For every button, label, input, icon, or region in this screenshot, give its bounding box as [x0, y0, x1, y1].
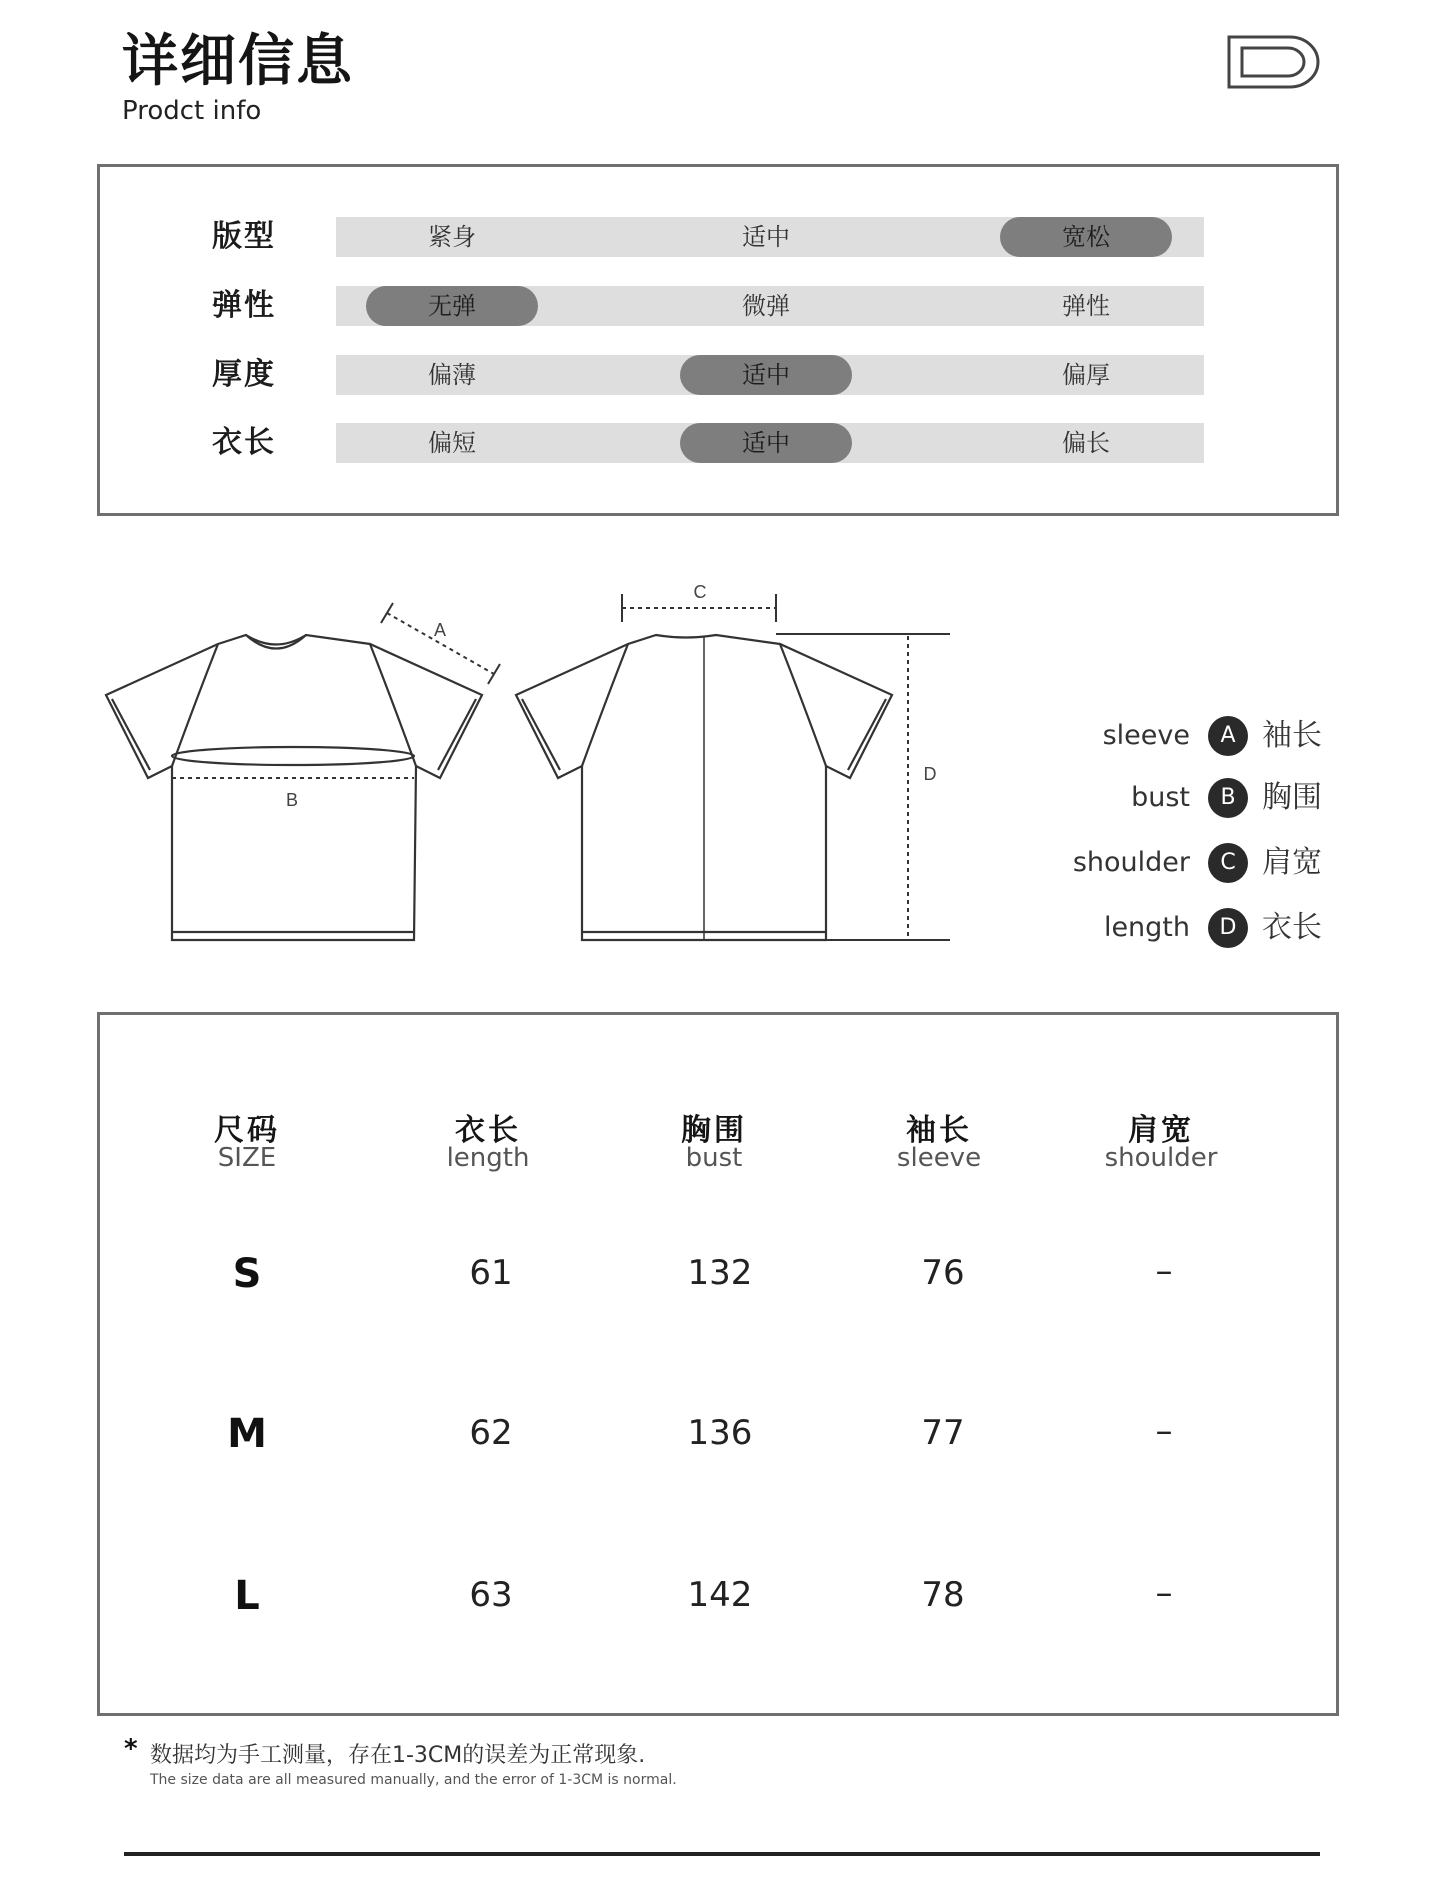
attribute-scale	[336, 286, 1204, 326]
attribute-option-selected: 适中	[680, 355, 852, 395]
table-cell: 63	[469, 1575, 513, 1615]
attribute-option: 偏厚	[1062, 361, 1110, 389]
legend-item-length	[1040, 905, 1340, 951]
attribute-option: 紧身	[428, 223, 476, 251]
size-table	[97, 1012, 1339, 1716]
attribute-label: 弹性	[212, 288, 276, 323]
badge-c-icon: C	[1208, 843, 1248, 883]
column-header-shoulder: 肩宽	[1128, 1113, 1194, 1148]
attribute-option-selected: 宽松	[1000, 217, 1172, 257]
footnote-en: The size data are all measured manually, and the error of 1-3CM is normal.	[150, 1772, 677, 1788]
measurement-legend	[1040, 713, 1340, 973]
table-cell: 61	[469, 1253, 513, 1293]
measure-line-length	[776, 634, 950, 940]
column-header-bust: 胸围	[681, 1113, 747, 1148]
footnote-cn: 数据均为手工测量，存在1-3CM的误差为正常现象.	[150, 1743, 646, 1768]
legend-en: sleeve	[1102, 720, 1190, 751]
column-header-length-en: length	[446, 1143, 530, 1173]
attribute-option: 偏短	[428, 429, 476, 457]
attribute-row-elasticity	[100, 286, 1336, 326]
table-cell: 136	[687, 1413, 753, 1453]
attribute-scale	[336, 423, 1204, 463]
page-title: 详细信息	[122, 29, 354, 94]
page-subtitle: Prodct info	[122, 96, 262, 126]
table-cell: 132	[687, 1253, 753, 1293]
attribute-option: 弹性	[1062, 292, 1110, 320]
attribute-label: 版型	[212, 219, 276, 254]
marker-b: B	[285, 790, 299, 810]
size-label: S	[232, 1251, 262, 1297]
legend-cn: 衣长	[1262, 910, 1322, 945]
brand-logo-icon	[1226, 34, 1322, 90]
attribute-scale	[336, 217, 1204, 257]
legend-cn: 袖长	[1262, 718, 1322, 753]
legend-item-shoulder	[1040, 840, 1340, 886]
attributes-panel	[97, 164, 1339, 516]
attribute-option-selected: 适中	[680, 423, 852, 463]
legend-cn: 胸围	[1262, 780, 1322, 815]
attribute-row-thickness	[100, 355, 1336, 395]
size-label: M	[227, 1411, 267, 1457]
size-label: L	[234, 1573, 260, 1619]
tshirt-front-icon	[106, 635, 482, 940]
attribute-label: 厚度	[212, 357, 276, 392]
table-cell: –	[1155, 1411, 1173, 1451]
marker-a: A	[433, 620, 447, 640]
table-cell: 77	[921, 1413, 965, 1453]
column-header-size: 尺码	[214, 1113, 280, 1148]
legend-en: shoulder	[1072, 847, 1190, 878]
badge-d-icon: D	[1208, 908, 1248, 948]
column-header-sleeve: 袖长	[906, 1113, 972, 1148]
legend-item-bust	[1040, 775, 1340, 821]
marker-c: C	[693, 582, 707, 602]
table-cell: 76	[921, 1253, 965, 1293]
badge-b-icon: B	[1208, 778, 1248, 818]
attribute-row-fit	[100, 217, 1336, 257]
column-header-shoulder-en: shoulder	[1104, 1143, 1218, 1173]
column-header-bust-en: bust	[685, 1143, 743, 1173]
attribute-label: 衣长	[212, 425, 276, 460]
table-cell: 142	[687, 1575, 753, 1615]
attribute-row-length	[100, 423, 1336, 463]
column-header-size-en: SIZE	[217, 1143, 277, 1173]
attribute-option: 适中	[742, 223, 790, 251]
legend-en: bust	[1131, 782, 1190, 813]
legend-en: length	[1103, 912, 1190, 943]
column-header-length: 衣长	[455, 1113, 521, 1148]
table-cell: 62	[469, 1413, 513, 1453]
legend-cn: 肩宽	[1262, 845, 1322, 880]
legend-item-sleeve	[1040, 713, 1340, 759]
table-cell: –	[1155, 1573, 1173, 1613]
attribute-option: 微弹	[742, 292, 790, 320]
column-header-sleeve-en: sleeve	[896, 1143, 982, 1173]
tshirt-measurement-diagram	[96, 580, 966, 950]
tshirt-back-icon	[516, 635, 892, 940]
attribute-scale	[336, 355, 1204, 395]
marker-d: D	[923, 764, 937, 784]
table-cell: –	[1155, 1251, 1173, 1291]
attribute-option: 偏薄	[428, 361, 476, 389]
measure-line-sleeve	[381, 603, 500, 684]
badge-a-icon: A	[1208, 716, 1248, 756]
table-cell: 78	[921, 1575, 965, 1615]
attribute-option: 偏长	[1062, 429, 1110, 457]
divider	[124, 1852, 1320, 1856]
footnote-star-icon: *	[124, 1734, 138, 1764]
attribute-option-selected: 无弹	[366, 286, 538, 326]
